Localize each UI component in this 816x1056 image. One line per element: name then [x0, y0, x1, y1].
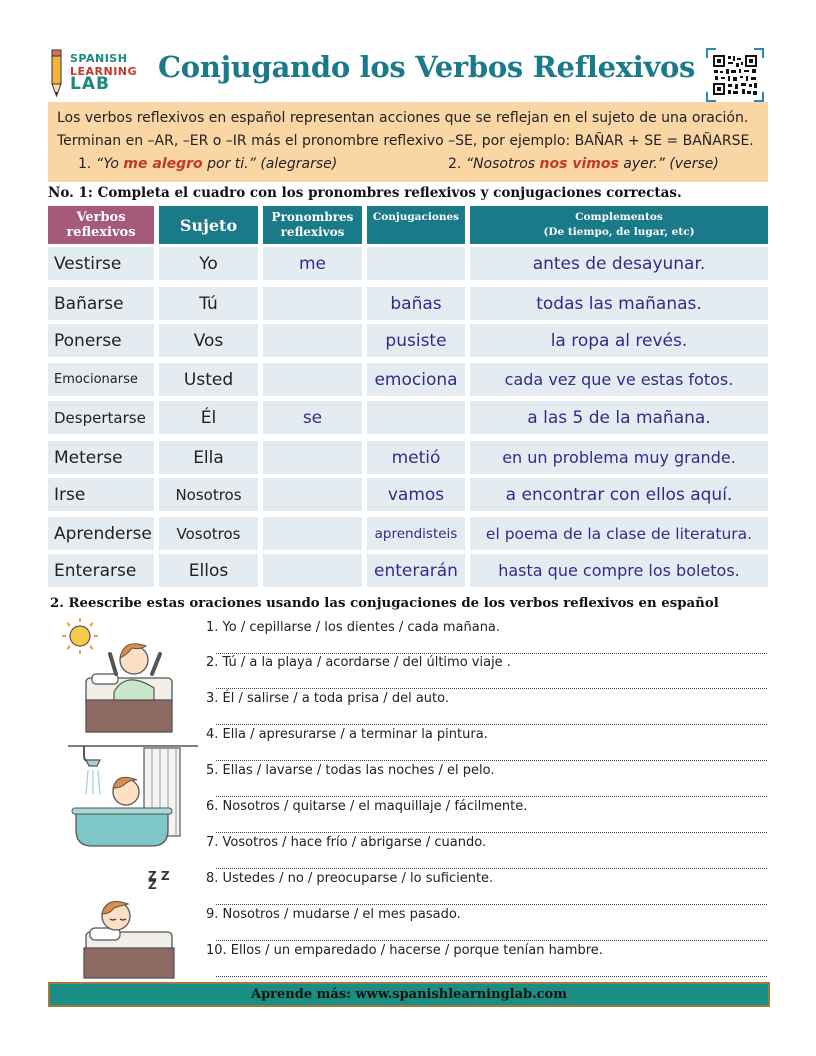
shower-illustration	[68, 742, 198, 854]
pronoun-cell[interactable]	[263, 363, 362, 396]
answer-line[interactable]	[216, 940, 767, 941]
exercise-prompt: 2. Tú / a la playa / acordarse / del último viaje .	[206, 655, 511, 670]
answer-line[interactable]	[216, 688, 767, 689]
verb-cell: Aprenderse	[48, 517, 154, 550]
complement-cell: cada vez que ve estas fotos.	[470, 363, 768, 396]
header-verbos: Verbos reflexivos	[48, 206, 154, 244]
exercise-prompt: 9. Nosotros / mudarse / el mes pasado.	[206, 907, 461, 922]
verb-cell: Enterarse	[48, 554, 154, 587]
example-2-number: 2.	[448, 156, 466, 172]
intro-line-2: Terminan en –AR, –ER o –IR más el pronombre reflexivo –SE, por ejemplo: BAÑAR + SE = BAÑARSE.	[57, 133, 754, 149]
answer-line[interactable]	[216, 653, 767, 654]
section-1-heading: No. 1: Completa el cuadro con los pronombres reflexivos y conjugaciones correctas.	[48, 185, 682, 201]
exercise-prompt: 1. Yo / cepillarse / los dientes / cada mañana.	[206, 620, 501, 635]
sun-icon	[62, 618, 98, 654]
intro-box	[48, 102, 768, 182]
conjugation-cell[interactable]: pusiste	[367, 324, 465, 357]
example-1-highlight: me alegro	[123, 156, 203, 172]
complement-cell: antes de desayunar.	[470, 247, 768, 280]
answer-line[interactable]	[216, 976, 767, 977]
pronoun-cell[interactable]	[263, 287, 362, 320]
pronoun-cell[interactable]	[263, 324, 362, 357]
shower-head-icon	[84, 746, 100, 794]
verb-cell: Vestirse	[48, 247, 154, 280]
qr-code-icon[interactable]	[706, 48, 764, 102]
sleeping-illustration	[82, 888, 178, 984]
subject-cell: Ellos	[159, 554, 258, 587]
exercise-prompt: 8. Ustedes / no / preocuparse / lo suficiente.	[206, 871, 494, 886]
header-conjugaciones: Conjugaciones	[367, 206, 465, 244]
pronoun-cell[interactable]: se	[263, 401, 362, 434]
conjugation-cell[interactable]: aprendisteis	[367, 517, 465, 550]
complement-cell: el poema de la clase de literatura.	[470, 517, 768, 550]
subject-cell: Nosotros	[159, 478, 258, 511]
logo	[48, 48, 148, 102]
subject-cell: Tú	[159, 287, 258, 320]
footer-banner[interactable]: Aprende más: www.spanishlearninglab.com	[48, 982, 770, 1007]
header-complementos-sub: (De tiempo, de lugar, etc)	[543, 226, 695, 238]
example-1-end: por ti.” (alegrarse)	[202, 156, 338, 172]
conjugation-cell[interactable]	[367, 401, 465, 434]
conjugation-cell[interactable]	[367, 247, 465, 280]
answer-line[interactable]	[216, 796, 767, 797]
sleep-zzz: Z Z Z	[148, 869, 170, 892]
header-sujeto: Sujeto	[159, 206, 258, 244]
logo-line-2: LEARNING	[70, 65, 138, 78]
complement-cell: a encontrar con ellos aquí.	[470, 478, 768, 511]
intro-example-2	[448, 156, 719, 172]
verb-cell: Irse	[48, 478, 154, 511]
conjugation-cell[interactable]: emociona	[367, 363, 465, 396]
intro-example-1	[78, 156, 337, 172]
section-2-heading: 2. Reescribe estas oraciones usando las conjugaciones de los verbos reflexivos en español	[50, 596, 719, 611]
exercise-prompt: 6. Nosotros / quitarse / el maquillaje / fácilmente.	[206, 799, 528, 814]
conjugation-cell[interactable]: vamos	[367, 478, 465, 511]
logo-line-3: LAB	[70, 74, 110, 94]
answer-line[interactable]	[216, 724, 767, 725]
exercise-prompt: 7. Vosotros / hace frío / abrigarse / cuando.	[206, 835, 487, 850]
exercise-prompt: 10. Ellos / un emparedado / hacerse / porque tenían hambre.	[206, 943, 603, 958]
example-1-number: 1.	[78, 156, 96, 172]
answer-line[interactable]	[216, 868, 767, 869]
conjugation-cell[interactable]: bañas	[367, 287, 465, 320]
example-2-start: “Nosotros	[465, 156, 540, 172]
exercise-prompt: 3. Él / salirse / a toda prisa / del auto.	[206, 691, 449, 706]
example-1-start: “Yo	[95, 156, 124, 172]
verb-cell: Bañarse	[48, 287, 154, 320]
complement-cell: hasta que compre los boletos.	[470, 554, 768, 587]
subject-cell: Ella	[159, 441, 258, 474]
header-pronombres: Pronombres reflexivos	[263, 206, 362, 244]
exercise-prompt: 5. Ellas / lavarse / todas las noches / el pelo.	[206, 763, 495, 778]
subject-cell: Usted	[159, 363, 258, 396]
pronoun-cell[interactable]	[263, 517, 362, 550]
pronoun-cell[interactable]: me	[263, 247, 362, 280]
intro-line-1: Los verbos reflexivos en español representan acciones que se reflejan en el sujeto de una oración.	[57, 110, 749, 126]
header-complementos-title: Complementos	[575, 211, 663, 223]
complement-cell: todas las mañanas.	[470, 287, 768, 320]
verb-cell: Despertarse	[48, 401, 154, 434]
pronoun-cell[interactable]	[263, 441, 362, 474]
pronoun-cell[interactable]	[263, 554, 362, 587]
answer-line[interactable]	[216, 832, 767, 833]
verb-cell: Ponerse	[48, 324, 154, 357]
answer-line[interactable]	[216, 760, 767, 761]
header-complementos	[470, 206, 768, 244]
logo-line-1: SPANISH	[70, 52, 128, 65]
pronoun-cell[interactable]	[263, 478, 362, 511]
complement-cell: en un problema muy grande.	[470, 441, 768, 474]
subject-cell: Él	[159, 401, 258, 434]
verb-cell: Meterse	[48, 441, 154, 474]
conjugation-cell[interactable]: metió	[367, 441, 465, 474]
example-2-end: ayer.” (verse)	[618, 156, 719, 172]
example-2-highlight: nos vimos	[539, 156, 619, 172]
complement-cell: la ropa al revés.	[470, 324, 768, 357]
answer-line[interactable]	[216, 904, 767, 905]
pencil-icon	[48, 48, 68, 102]
subject-cell: Vosotros	[159, 517, 258, 550]
wakeup-illustration	[56, 616, 186, 736]
verb-cell: Emocionarse	[48, 363, 154, 396]
exercise-prompt: 4. Ella / apresurarse / a terminar la pintura.	[206, 727, 488, 742]
complement-cell: a las 5 de la mañana.	[470, 401, 768, 434]
page-title: Conjugando los Verbos Reflexivos	[158, 50, 696, 84]
conjugation-cell[interactable]: enterarán	[367, 554, 465, 587]
subject-cell: Vos	[159, 324, 258, 357]
subject-cell: Yo	[159, 247, 258, 280]
